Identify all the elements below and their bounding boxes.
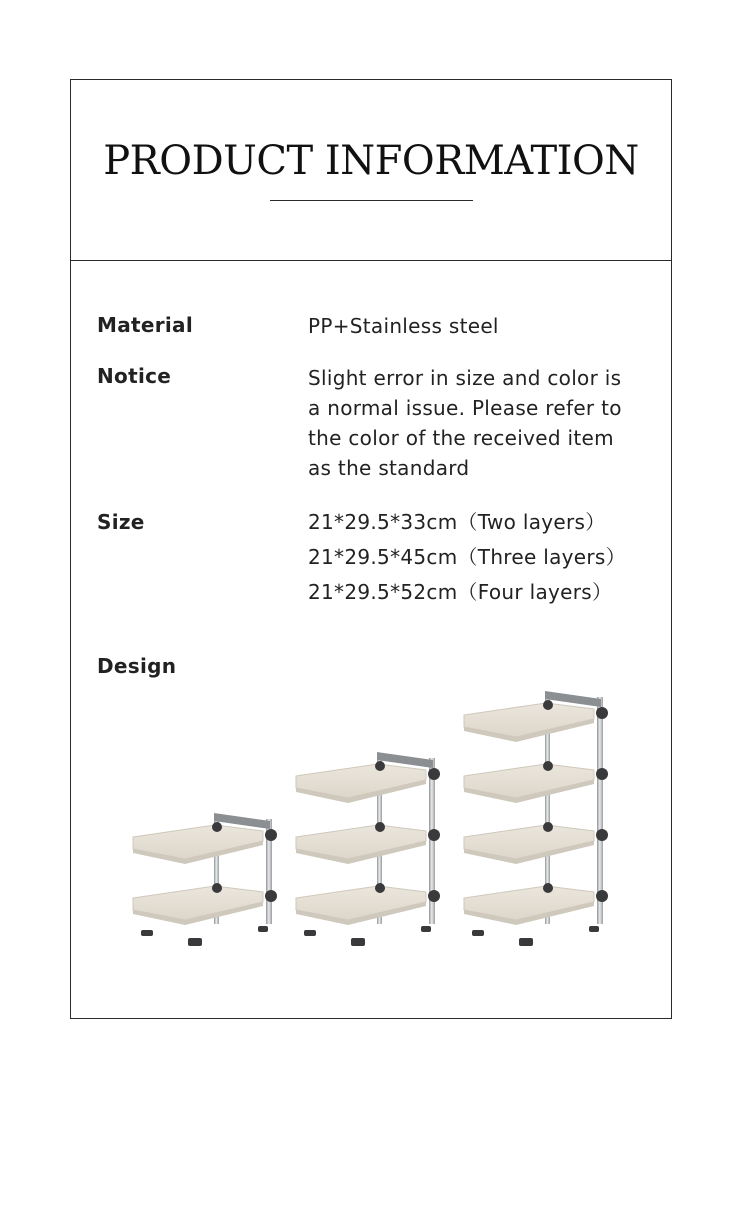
rack-joint-cap (543, 700, 553, 710)
material-value: PP+Stainless steel (308, 314, 499, 338)
rack-joint-cap (428, 829, 440, 841)
page-title: PRODUCT INFORMATION (103, 138, 639, 184)
rack-joint-cap (596, 707, 608, 719)
notice-line: Slight error in size and color is (308, 366, 622, 390)
rack-joint-cap (212, 822, 222, 832)
material-label: Material (97, 313, 193, 337)
rack-foot (472, 930, 484, 936)
rack-joint-cap (265, 890, 277, 902)
size-option-four-layers: 21*29.5*52cm（Four layers） (308, 580, 613, 604)
rack-joint-cap (212, 883, 222, 893)
rack-joint-cap (428, 768, 440, 780)
rack-joint-cap (375, 883, 385, 893)
rack-joint-cap (265, 829, 277, 841)
rack-joint-cap (375, 761, 385, 771)
rack-foot (258, 926, 268, 932)
rack-joint-cap (596, 768, 608, 780)
rack-joint-cap (375, 822, 385, 832)
rack-joint-cap (428, 890, 440, 902)
rack-foot (519, 938, 533, 946)
design-label: Design (97, 654, 177, 678)
rack-foot (589, 926, 599, 932)
notice-label: Notice (97, 364, 172, 388)
rack-joint-cap (543, 822, 553, 832)
rack-joint-cap (543, 883, 553, 893)
rack-foot (421, 926, 431, 932)
rack-joint-cap (596, 890, 608, 902)
rack-front-pole (597, 697, 603, 924)
rack-joint-cap (543, 761, 553, 771)
shelf-rack-3-layers (296, 752, 440, 946)
notice-line: a normal issue. Please refer to (308, 396, 622, 420)
rack-foot (304, 930, 316, 936)
rack-foot (188, 938, 202, 946)
size-option-two-layers: 21*29.5*33cm（Two layers） (308, 510, 606, 534)
size-label: Size (97, 510, 145, 534)
shelf-rack-2-layers (133, 813, 277, 946)
size-option-three-layers: 21*29.5*45cm（Three layers） (308, 545, 626, 569)
rack-foot (351, 938, 365, 946)
notice-line: as the standard (308, 456, 470, 480)
rack-joint-cap (596, 829, 608, 841)
notice-line: the color of the received item (308, 426, 614, 450)
design-illustration (71, 80, 671, 1018)
rack-foot (141, 930, 153, 936)
shelf-rack-4-layers (464, 691, 608, 946)
product-info-frame (70, 79, 672, 1019)
